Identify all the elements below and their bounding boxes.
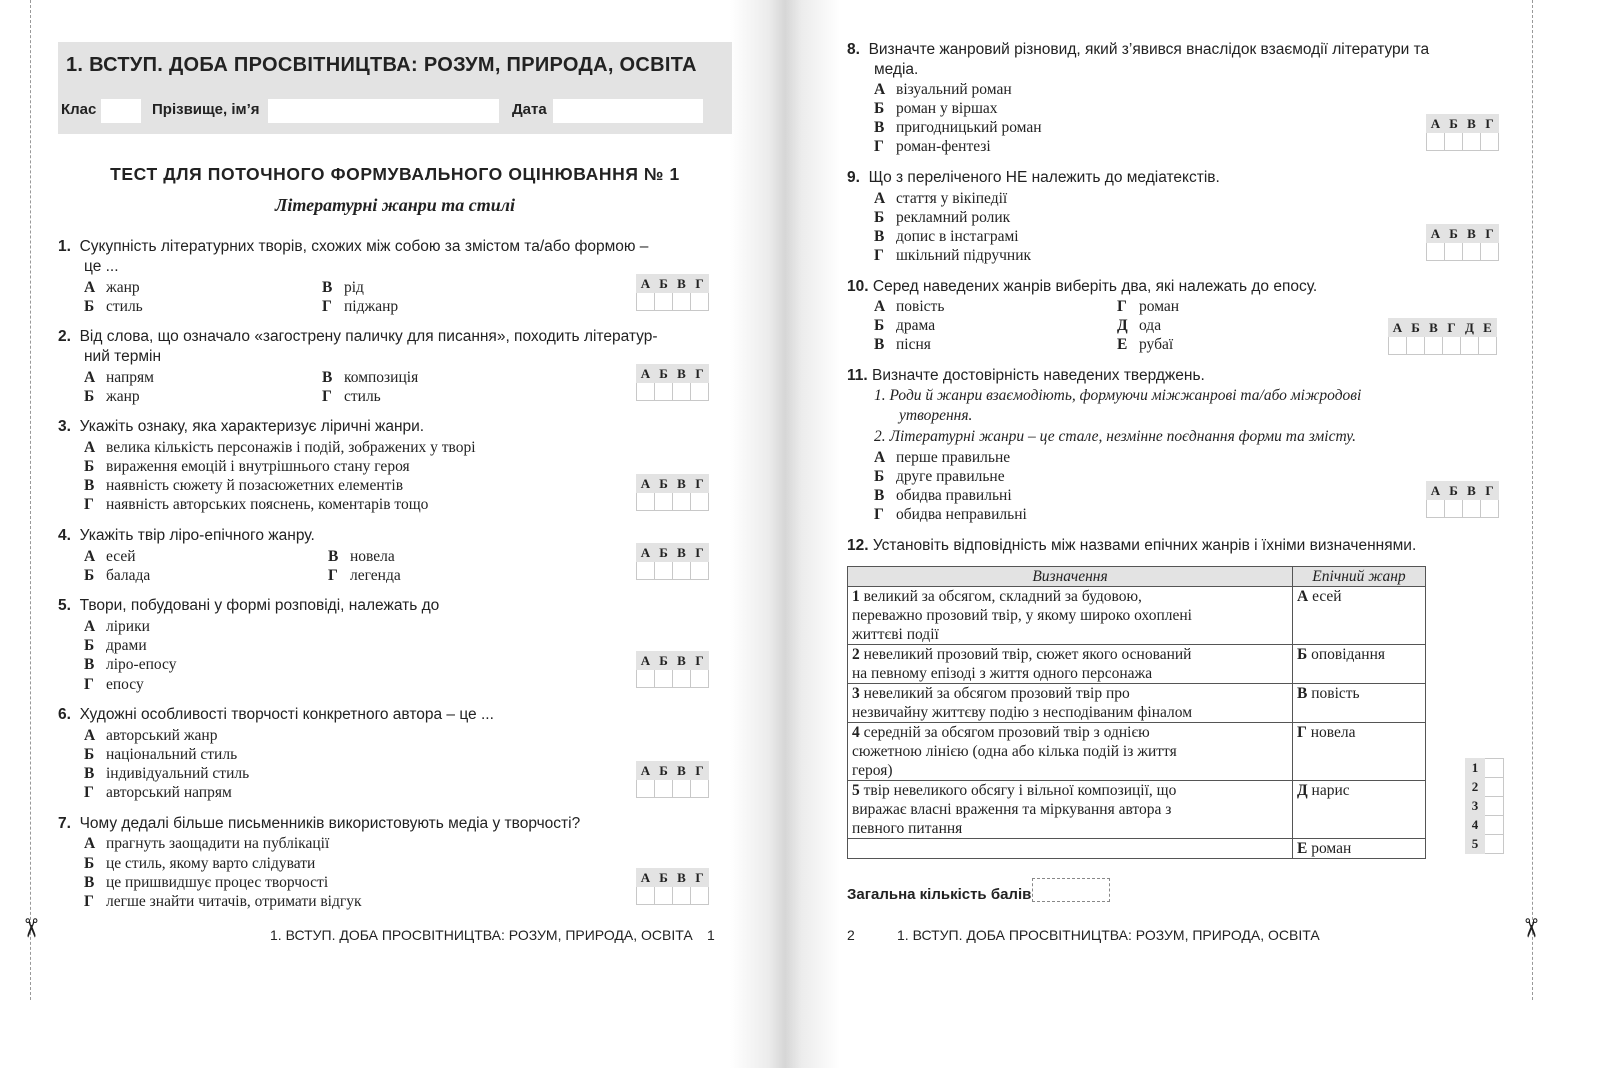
option: В пісня xyxy=(874,336,931,353)
option: Б національний стиль xyxy=(84,746,238,763)
question-10: 10. Серед наведених жанрів виберіть два, які належать до епосу. xyxy=(847,278,1318,295)
option: Б роман у віршах xyxy=(874,100,998,117)
column-header-definition: Визначення xyxy=(848,567,1293,587)
cut-line-right xyxy=(1532,0,1533,1000)
table-row: 2 невеликий прозовий твір, сюжет якого оснований на певному епізоді з життя одного персонажа Б оповідання xyxy=(848,645,1426,684)
answer-grid-q9: А Б В Г xyxy=(1426,224,1499,261)
option: Б жанр xyxy=(84,388,140,405)
answer-grid-q1: А Б В Г xyxy=(636,274,709,311)
answer-grid-q7: А Б В Г xyxy=(636,868,709,905)
answer-grid-q8: А Б В Г xyxy=(1426,114,1499,151)
scissors-icon: ✂ xyxy=(1514,917,1545,939)
option: Г шкільний підручник xyxy=(874,247,1032,264)
option: А напрям xyxy=(84,369,154,386)
option: В це пришвидшує процес творчості xyxy=(84,874,329,891)
option: Б рекламний ролик xyxy=(874,209,1011,226)
option: Г стиль xyxy=(322,388,381,405)
answer-grid-q4: А Б В Г xyxy=(636,543,709,580)
option: Е рубаї xyxy=(1117,336,1174,353)
question-8-cont: медіа. xyxy=(874,61,919,78)
cut-line-left xyxy=(30,0,31,1000)
total-score-label: Загальна кількість балів xyxy=(847,886,1032,903)
answer-grid-q10: А Б В Г Д Е xyxy=(1388,318,1497,355)
option: В обидва правильні xyxy=(874,487,1012,504)
question-2-cont: ний термін xyxy=(84,348,162,365)
table-row: 5 твір невеликого обсягу і вільної композиції, що виражає власні враження та міркування автора з певного питання Д нарис xyxy=(848,781,1426,839)
option: Б драми xyxy=(84,637,147,654)
question-11: 11. Визначте достовірність наведених тверджень. xyxy=(847,367,1205,384)
date-label: Дата xyxy=(512,101,547,118)
option: Б вираження емоцій і внутрішнього стану героя xyxy=(84,458,410,475)
answer-grid-q5: А Б В Г xyxy=(636,651,709,688)
answer-grid-q6: А Б В Г xyxy=(636,761,709,798)
option: А візуальний роман xyxy=(874,81,1012,98)
name-field[interactable] xyxy=(268,99,499,123)
question-5: 5. Твори, побудовані у формі розповіді, належать до xyxy=(58,597,440,614)
option: Б драма xyxy=(874,317,936,334)
question-6: 6. Художні особливості творчості конкретного автора – це ... xyxy=(58,706,494,723)
option: А жанр xyxy=(84,279,140,296)
test-subtitle: Літературні жанри та стилі xyxy=(274,195,516,215)
total-score-field[interactable] xyxy=(1032,878,1110,902)
option: А есей xyxy=(84,548,136,565)
question-3: 3. Укажіть ознаку, яка характеризує ліричні жанри. xyxy=(58,418,425,435)
option: А стаття у вікіпедії xyxy=(874,190,1008,207)
option: Г роман-фентезі xyxy=(874,138,991,155)
option: В новела xyxy=(328,548,395,565)
table-row: Е роман xyxy=(848,839,1426,859)
question-2: 2. Від слова, що означало «загострену паличку для писання», походить літератур- xyxy=(58,328,658,345)
question-1: 1. Сукупність літературних творів, схожих між собою за змістом та/або формою – xyxy=(58,238,649,255)
option: Д ода xyxy=(1117,317,1162,334)
page-number: 2 xyxy=(847,927,855,943)
question-8: 8. Визначте жанровий різновид, який з’явився внаслідок взаємодії літератури та xyxy=(847,41,1430,58)
date-field[interactable] xyxy=(553,99,703,123)
option: Г авторський напрям xyxy=(84,784,232,801)
statement-1-cont: утворення. xyxy=(899,407,973,424)
option: Г легенда xyxy=(328,567,401,584)
option: В допис в інстаграмі xyxy=(874,228,1019,245)
option: Б стиль xyxy=(84,298,143,315)
topic-title: 1. ВСТУП. ДОБА ПРОСВІТНИЦТВА: РОЗУМ, ПРИРОДА, ОСВІТА xyxy=(66,54,697,76)
option: Г легше знайти читачів, отримати відгук xyxy=(84,893,362,910)
option: В індивідуальний стиль xyxy=(84,765,250,782)
option: Г обидва неправильні xyxy=(874,506,1027,523)
question-9: 9. Що з переліченого НЕ належить до медіатекстів. xyxy=(847,169,1220,186)
option: А прагнуть заощадити на публікації xyxy=(84,835,330,852)
book-spine-shadow xyxy=(730,0,840,1068)
matching-table xyxy=(847,566,1426,859)
page-number: 1 xyxy=(707,927,715,943)
answer-grid-q12: 1 2 3 4 5 xyxy=(1465,758,1504,854)
option: В композиція xyxy=(322,369,419,386)
option: В рід xyxy=(322,279,364,296)
answer-grid-q2: А Б В Г xyxy=(636,364,709,401)
question-7: 7. Чому дедалі більше письменників використовують медіа у творчості? xyxy=(58,815,581,832)
scissors-icon: ✂ xyxy=(14,917,45,939)
question-12: 12. Установіть відповідність між назвами епічних жанрів і їхніми визначеннями. xyxy=(847,537,1417,554)
option: А авторський жанр xyxy=(84,727,218,744)
option: В пригодницький роман xyxy=(874,119,1042,136)
answer-grid-q11: А Б В Г xyxy=(1426,481,1499,518)
option: Б балада xyxy=(84,567,151,584)
table-row: 3 невеликий за обсягом прозовий твір про незвичайну життєву подію з несподіваним фіналом В повість xyxy=(848,684,1426,723)
table-row: 4 середній за обсягом прозовий твір з однією сюжетною лінією (одна або кілька подій із життя героя) Г новела xyxy=(848,723,1426,781)
option: А велика кількість персонажів і подій, зображених у творі xyxy=(84,439,476,456)
question-1-cont: це ... xyxy=(84,258,119,275)
option: Б друге правильне xyxy=(874,468,1005,485)
question-4: 4. Укажіть твір ліро-епічного жанру. xyxy=(58,527,315,544)
option: Г роман xyxy=(1117,298,1180,315)
option: А перше правильне xyxy=(874,449,1011,466)
option: Б це стиль, якому варто слідувати xyxy=(84,855,316,872)
class-label: Клас xyxy=(61,101,97,118)
column-header-genre: Епічний жанр xyxy=(1293,567,1426,587)
option: Г наявність авторських пояснень, коментарів тощо xyxy=(84,496,429,513)
class-field[interactable] xyxy=(101,99,141,123)
option: А лірики xyxy=(84,618,150,635)
footer-title: 1. ВСТУП. ДОБА ПРОСВІТНИЦТВА: РОЗУМ, ПРИРОДА, ОСВІТА xyxy=(270,927,693,943)
answer-grid-q3: А Б В Г xyxy=(636,474,709,511)
footer-title: 1. ВСТУП. ДОБА ПРОСВІТНИЦТВА: РОЗУМ, ПРИРОДА, ОСВІТА xyxy=(897,927,1320,943)
option: В наявність сюжету й позасюжетних елементів xyxy=(84,477,404,494)
statement-1: 1. Роди й жанри взаємодіють, формуючи міжжанрові та/або міжродові xyxy=(874,387,1362,404)
option: Г епосу xyxy=(84,676,144,693)
option: Г піджанр xyxy=(322,298,399,315)
option: В ліро-епосу xyxy=(84,656,177,673)
statement-2: 2. Літературні жанри – це стале, незмінне поєднання форми та змісту. xyxy=(874,428,1357,445)
option: А повість xyxy=(874,298,945,315)
test-title: ТЕСТ ДЛЯ ПОТОЧНОГО ФОРМУВАЛЬНОГО ОЦІНЮВАННЯ № 1 xyxy=(110,164,680,184)
table-row: 1 великий за обсягом, складний за будовою, переважно прозовий твір, у якому широко охоплені життєві події А есей xyxy=(848,587,1426,645)
name-label: Прізвище, ім’я xyxy=(152,101,260,118)
